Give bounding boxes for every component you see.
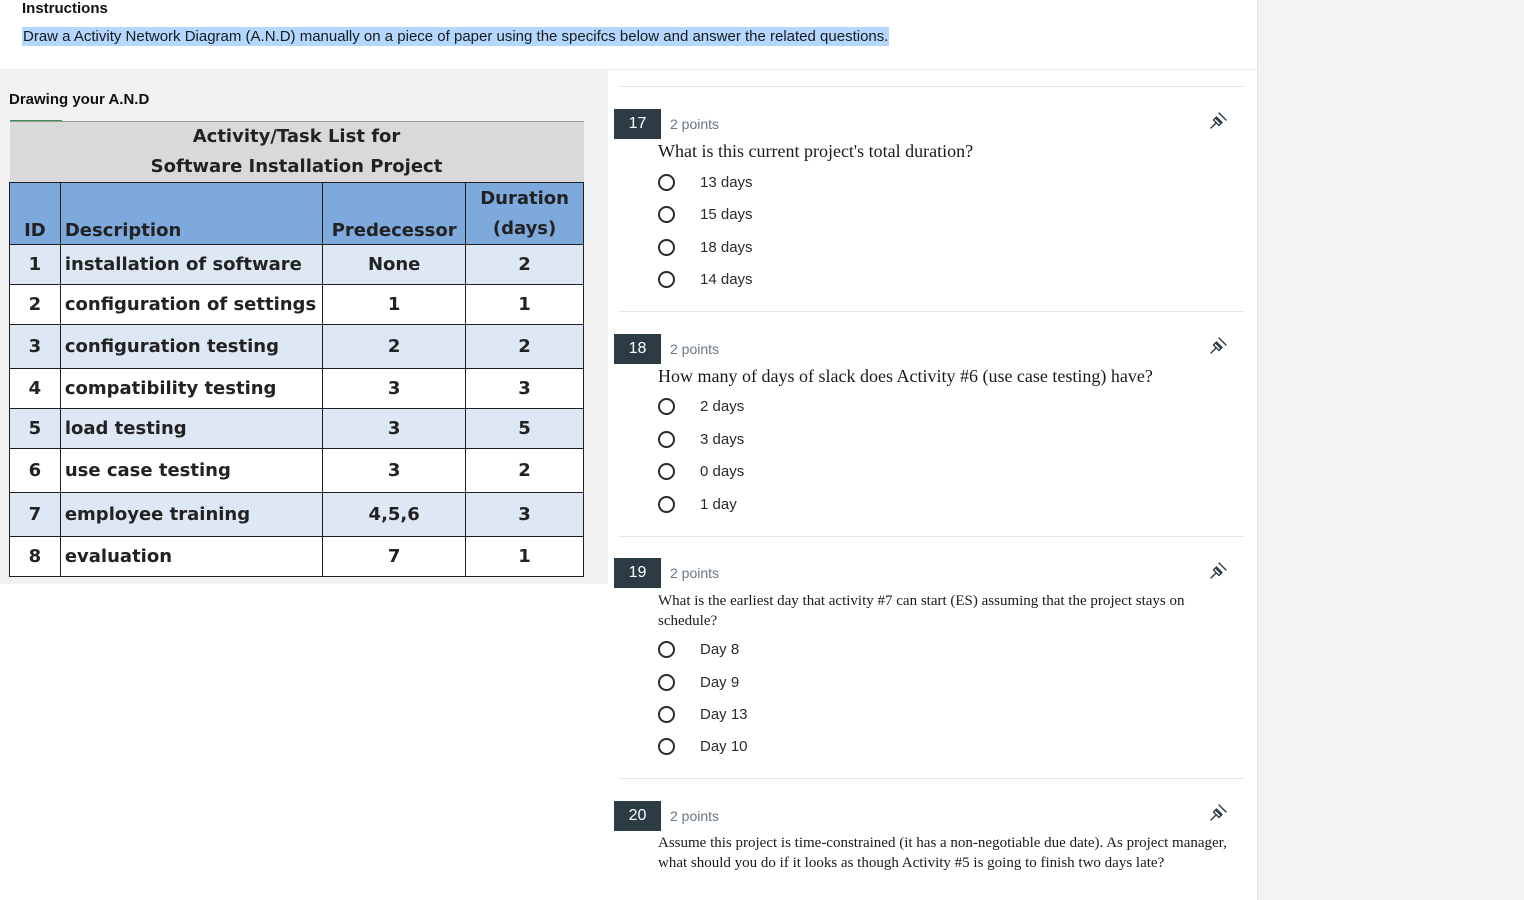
- cell-id: 2: [10, 285, 61, 325]
- table-title-row: [10, 122, 584, 183]
- cell-duration: 2: [466, 449, 584, 493]
- cell-id: 6: [10, 449, 61, 493]
- answer-option[interactable]: [658, 235, 753, 259]
- table-header-row: [10, 183, 584, 245]
- option-label: 18 days: [700, 238, 753, 256]
- header-predecessor: Predecessor: [323, 183, 466, 245]
- header-duration: [466, 183, 584, 245]
- instructions-text: Draw a Activity Network Diagram (A.N.D) manually on a piece of paper using the specifcs below and answer the related questions.: [23, 28, 889, 45]
- question-points: 2 points: [670, 565, 720, 581]
- option-label: 2 days: [700, 397, 745, 415]
- cell-predecessor: None: [323, 245, 466, 285]
- question-points: 2 points: [670, 116, 720, 132]
- table-title-line2: Software Installation Project: [150, 156, 443, 177]
- answer-option[interactable]: [658, 267, 753, 291]
- cell-duration: 5: [466, 409, 584, 449]
- table-row: [10, 493, 584, 537]
- cell-description: installation of software: [60, 245, 322, 285]
- cell-duration: 1: [466, 537, 584, 577]
- cell-predecessor: 1: [323, 285, 466, 325]
- answer-option[interactable]: [658, 734, 748, 758]
- answer-option[interactable]: [658, 702, 748, 726]
- pin-icon[interactable]: [1208, 336, 1228, 356]
- question-text: What is the earliest day that activity #7 can start (ES) assuming that the project stays on schedule?: [658, 593, 1185, 629]
- option-label: Day 9: [700, 673, 740, 691]
- question-number: 19: [614, 558, 661, 588]
- question-text: How many of days of slack does Activity #6 (use case testing) have?: [658, 366, 1153, 386]
- pin-icon[interactable]: [1208, 111, 1228, 131]
- reference-heading: Drawing your A.N.D: [9, 91, 150, 108]
- radio-button[interactable]: [658, 239, 675, 256]
- radio-button[interactable]: [658, 674, 675, 691]
- cell-id: 4: [10, 369, 61, 409]
- question-text: Assume this project is time-constrained (it has a non-negotiable due date). As project manager, what should you do if it looks as though Activity #5 is going to finish two days late?: [658, 835, 1227, 871]
- question-divider: [618, 86, 1244, 87]
- cell-description: employee training: [60, 493, 322, 537]
- cell-description: use case testing: [60, 449, 322, 493]
- table-row: [10, 537, 584, 577]
- radio-button[interactable]: [658, 463, 675, 480]
- cell-description: configuration of settings: [60, 285, 322, 325]
- question-text: What is this current project's total duration?: [658, 141, 974, 161]
- answer-option[interactable]: [658, 202, 753, 226]
- question-points: 2 points: [670, 341, 720, 357]
- answer-option[interactable]: [658, 394, 744, 418]
- table-title-line1: Activity/Task List for: [192, 126, 401, 147]
- option-label: Day 13: [700, 705, 748, 723]
- answer-option[interactable]: [658, 427, 744, 451]
- right-gutter: [1257, 0, 1524, 900]
- option-label: Day 8: [700, 640, 740, 658]
- pin-icon[interactable]: [1208, 803, 1228, 823]
- instructions-title: Instructions: [22, 0, 108, 17]
- cell-description: load testing: [60, 409, 322, 449]
- radio-button[interactable]: [658, 641, 675, 658]
- table-row: [10, 449, 584, 493]
- cell-duration: 3: [466, 493, 584, 537]
- pin-icon[interactable]: [1208, 561, 1228, 581]
- table-title: [10, 122, 584, 183]
- option-label: 3 days: [700, 430, 745, 448]
- question-divider: [618, 311, 1244, 312]
- radio-button[interactable]: [658, 706, 675, 723]
- question-number: 18: [614, 334, 661, 364]
- answer-option[interactable]: [658, 637, 739, 661]
- cell-predecessor: 7: [323, 537, 466, 577]
- cell-id: 3: [10, 325, 61, 369]
- question-divider: [618, 536, 1244, 537]
- table-row: [10, 369, 584, 409]
- table-row: [10, 285, 584, 325]
- cell-predecessor: 2: [323, 325, 466, 369]
- question-number: 20: [614, 801, 661, 831]
- cell-id: 8: [10, 537, 61, 577]
- cell-id: 1: [10, 245, 61, 285]
- header-id: ID: [10, 183, 61, 245]
- option-label: 0 days: [700, 462, 745, 480]
- option-label: Day 10: [700, 737, 748, 755]
- cell-id: 5: [10, 409, 61, 449]
- answer-option[interactable]: [658, 459, 744, 483]
- cell-description: evaluation: [60, 537, 322, 577]
- activity-table: [9, 121, 584, 577]
- cell-predecessor: 3: [323, 369, 466, 409]
- radio-button[interactable]: [658, 271, 675, 288]
- radio-button[interactable]: [658, 496, 675, 513]
- radio-button[interactable]: [658, 206, 675, 223]
- question-number: 17: [614, 109, 661, 139]
- cell-duration: 2: [466, 325, 584, 369]
- cell-description: configuration testing: [60, 325, 322, 369]
- question-divider: [618, 778, 1244, 779]
- option-label: 13 days: [700, 173, 753, 191]
- option-label: 15 days: [700, 205, 753, 223]
- cell-predecessor: 3: [323, 409, 466, 449]
- cell-predecessor: 3: [323, 449, 466, 493]
- cell-description: compatibility testing: [60, 369, 322, 409]
- answer-option[interactable]: [658, 170, 753, 194]
- radio-button[interactable]: [658, 398, 675, 415]
- answer-option[interactable]: [658, 492, 737, 516]
- header-duration-line2: (days): [492, 217, 557, 239]
- header-duration-line1: Duration: [480, 187, 569, 209]
- header-description: Description: [60, 183, 322, 245]
- cell-duration: 1: [466, 285, 584, 325]
- cell-duration: 3: [466, 369, 584, 409]
- table-row: [10, 325, 584, 369]
- cell-duration: 2: [466, 245, 584, 285]
- radio-button[interactable]: [658, 431, 675, 448]
- radio-button[interactable]: [658, 738, 675, 755]
- table-row: [10, 409, 584, 449]
- option-label: 1 day: [700, 495, 737, 513]
- answer-option[interactable]: [658, 670, 739, 694]
- question-points: 2 points: [670, 808, 720, 824]
- cell-id: 7: [10, 493, 61, 537]
- radio-button[interactable]: [658, 174, 675, 191]
- option-label: 14 days: [700, 270, 753, 288]
- table-row: [10, 245, 584, 285]
- cell-predecessor: 4,5,6: [323, 493, 466, 537]
